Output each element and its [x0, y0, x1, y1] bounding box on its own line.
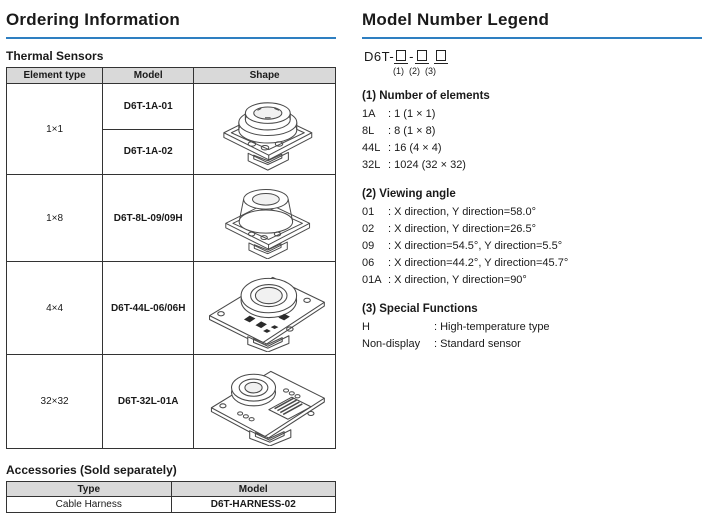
model-code-box-3	[434, 50, 448, 64]
legend-item	[362, 221, 702, 238]
sensor-1x1-drawing-icon	[198, 86, 332, 172]
model-code-dash: -	[409, 49, 414, 64]
model-cell: D6T-44L-06/06H	[103, 262, 194, 355]
col-header-type: Type	[7, 482, 172, 497]
shape-cell	[194, 175, 336, 262]
legend-section-heading: (1) Number of elements	[362, 90, 490, 102]
legend-desc: : 1024 (32 × 32)	[388, 159, 466, 171]
legend-item	[362, 319, 702, 336]
legend-item	[362, 123, 702, 140]
accessory-model-cell: D6T-HARNESS-02	[171, 497, 336, 513]
col-header-shape: Shape	[194, 68, 336, 84]
model-code-label-3: (3)	[425, 66, 436, 76]
table-row	[7, 497, 336, 513]
shape-cell	[194, 262, 336, 355]
col-header-model: Model	[103, 68, 194, 84]
model-number-legend-section	[362, 8, 702, 513]
table-row	[7, 84, 336, 130]
legend-item	[362, 157, 702, 174]
element-type-cell: 1×8	[7, 175, 103, 262]
table-row	[7, 355, 336, 449]
legend-desc: : 8 (1 × 8)	[388, 125, 436, 137]
legend-section-viewing-angle	[362, 188, 702, 289]
col-header-model: Model	[171, 482, 336, 497]
ordering-information-title: Ordering Information	[6, 10, 336, 39]
accessories-table	[6, 481, 336, 513]
ordering-information-section	[6, 8, 336, 513]
legend-section-heading: (3) Special Functions	[362, 303, 478, 315]
model-cell: D6T-1A-01	[103, 84, 194, 130]
legend-code: 1A	[362, 108, 376, 120]
model-code-label-2: (2)	[409, 66, 420, 76]
legend-item	[362, 140, 702, 157]
model-code-prefix: D6T-	[364, 49, 395, 64]
legend-section-number-of-elements	[362, 90, 702, 174]
legend-code: 01	[362, 206, 375, 218]
legend-desc: : X direction=54.5°, Y direction=5.5°	[388, 240, 563, 252]
legend-desc: : High-temperature type	[434, 321, 550, 333]
table-row	[7, 262, 336, 355]
legend-desc: : X direction=44.2°, Y direction=45.7°	[388, 257, 569, 269]
accessory-type-cell: Cable Harness	[7, 497, 172, 513]
model-number-legend-title: Model Number Legend	[362, 10, 702, 39]
legend-desc: : X direction, Y direction=26.5°	[388, 223, 537, 235]
model-code-box-1	[394, 50, 408, 64]
shape-cell	[194, 355, 336, 449]
legend-item	[362, 106, 702, 123]
model-code-label-1: (1)	[393, 66, 404, 76]
legend-desc: : X direction, Y direction=58.0°	[388, 206, 537, 218]
legend-code: H	[362, 321, 370, 333]
legend-section-heading: (2) Viewing angle	[362, 188, 456, 200]
legend-item	[362, 272, 702, 289]
legend-desc: : Standard sensor	[434, 338, 521, 350]
table-header-row	[7, 68, 336, 84]
legend-item	[362, 336, 702, 353]
legend-desc: : 16 (4 × 4)	[388, 142, 442, 154]
legend-desc: : 1 (1 × 1)	[388, 108, 436, 120]
col-header-element-type: Element type	[7, 68, 103, 84]
sensor-32x32-drawing-icon	[198, 358, 332, 446]
accessories-heading: Accessories (Sold separately)	[6, 463, 177, 477]
element-type-cell: 4×4	[7, 262, 103, 355]
legend-item	[362, 255, 702, 272]
legend-code: 32L	[362, 159, 381, 171]
model-cell: D6T-1A-02	[103, 129, 194, 175]
element-type-cell: 32×32	[7, 355, 103, 449]
legend-item	[362, 238, 702, 255]
legend-code: 8L	[362, 125, 375, 137]
sensor-1x8-drawing-icon	[198, 177, 332, 259]
model-cell: D6T-8L-09/09H	[103, 175, 194, 262]
legend-item	[362, 204, 702, 221]
model-code-box-2	[415, 50, 429, 64]
element-type-cell: 1×1	[7, 84, 103, 175]
model-code-labels	[393, 66, 702, 76]
legend-desc: : X direction, Y direction=90°	[388, 274, 527, 286]
legend-code: 02	[362, 223, 375, 235]
model-code-diagram	[364, 49, 702, 64]
shape-cell	[194, 84, 336, 175]
thermal-sensors-heading: Thermal Sensors	[6, 49, 104, 63]
legend-code: Non-display	[362, 338, 421, 350]
legend-code: 06	[362, 257, 375, 269]
legend-code: 44L	[362, 142, 381, 154]
thermal-sensors-table	[6, 67, 336, 449]
sensor-4x4-drawing-icon	[198, 264, 332, 352]
model-cell: D6T-32L-01A	[103, 355, 194, 449]
accessories-section	[6, 463, 336, 513]
legend-section-special-functions	[362, 303, 702, 353]
table-row	[7, 175, 336, 262]
table-header-row	[7, 482, 336, 497]
legend-code: 09	[362, 240, 375, 252]
legend-code: 01A	[362, 274, 382, 286]
